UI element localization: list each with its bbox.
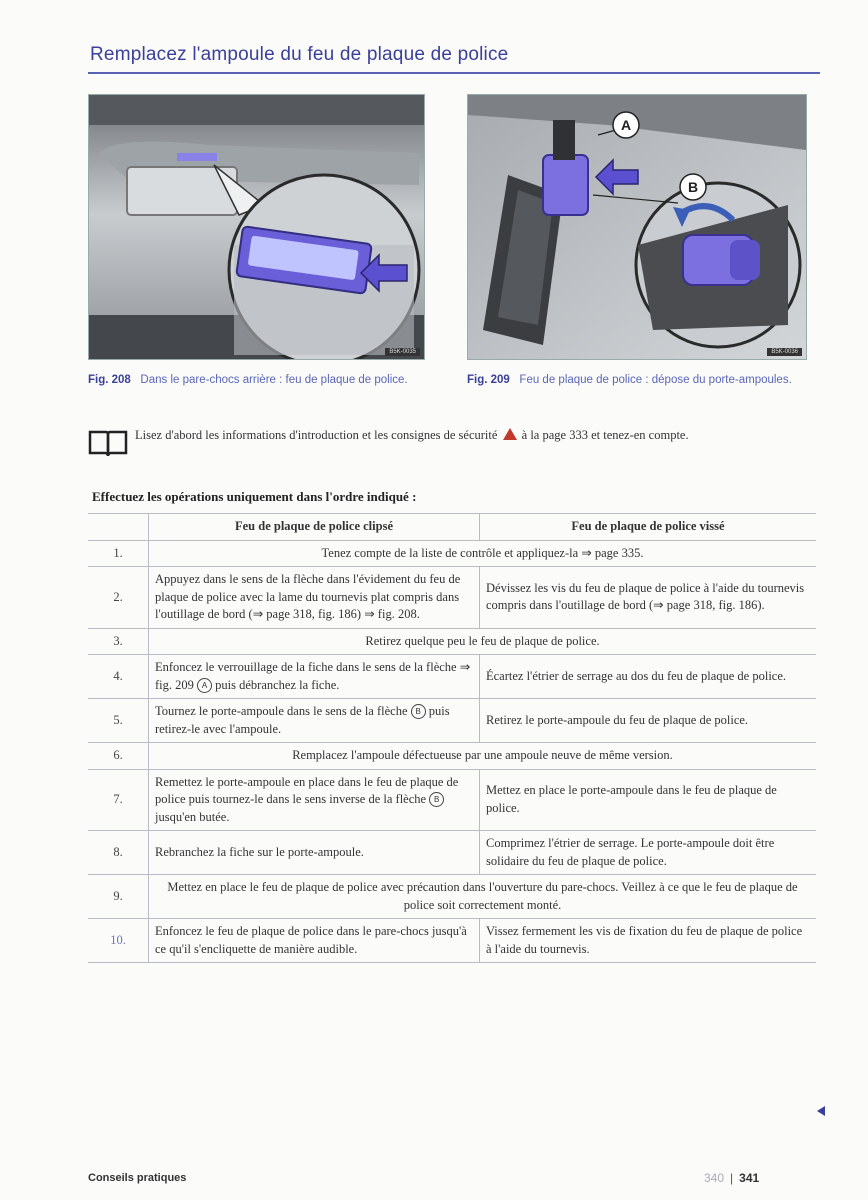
callout-a-marker: A (197, 678, 212, 693)
step-text-part: Tournez le porte-ampoule dans le sens de la flèche (155, 704, 408, 718)
figure-ref-code: B5K-0035 (385, 348, 420, 356)
callout-b-marker: B (411, 704, 426, 719)
page-numbers (704, 1171, 759, 1185)
page-number-previous: 340 (704, 1171, 725, 1185)
step-number: 10. (88, 919, 149, 963)
page-separator: | (730, 1171, 734, 1185)
step-number: 8. (88, 831, 149, 875)
step-text-screwed: Vissez fermement les vis de fixation du feu de plaque de police à l'aide du tournevis. (480, 919, 817, 963)
step-text: Retirez quelque peu le feu de plaque de police. (149, 628, 817, 655)
bumper-illustration (89, 95, 424, 359)
figure-208-image (88, 94, 425, 360)
header-screwed: Feu de plaque de police vissé (480, 514, 817, 541)
footer-section-title: Conseils pratiques (88, 1172, 187, 1184)
step-text-part: puis débranchez la fiche. (215, 677, 340, 692)
table-row (88, 831, 816, 875)
book-icon (88, 428, 128, 458)
figure-caption-text: Feu de plaque de police : dépose du porte-ampoules. (519, 374, 792, 386)
figure-label: Fig. 208 (88, 374, 131, 386)
callout-a-label: A (620, 117, 632, 133)
step-text-screwed: Mettez en place le porte-ampoule dans le feu de plaque de police. (480, 769, 817, 831)
step-text-clipped: Rebranchez la fiche sur le porte-ampoule. (149, 831, 480, 875)
table-row (88, 699, 816, 743)
figure-209-image (467, 94, 807, 360)
figure-label: Fig. 209 (467, 374, 510, 386)
step-text-clipped: Appuyez dans le sens de la flèche dans l'évidement du feu de plaque de police avec la lame du tournevis plat compris dans l'outillage de bord (⇒ page 318, fig. 186) ⇒ fig. 208. (149, 567, 480, 629)
step-number: 7. (88, 769, 149, 831)
step-text-part: jusqu'en butée. (155, 809, 230, 824)
table-header-row (88, 514, 816, 541)
step-text-part: puis retirez-le avec l'ampoule. (155, 704, 450, 736)
step-text-part: Enfoncez le verrouillage de la fiche dans le sens de la flèche ⇒ fig. 209 (155, 660, 471, 692)
page-title: Remplacez l'ampoule du feu de plaque de police (90, 44, 509, 65)
title-divider (88, 72, 820, 74)
step-text: Mettez en place le feu de plaque de police avec précaution dans l'ouverture du pare-chocs. Veillez à ce que le feu de plaque de police soit correctement monté. (149, 875, 817, 919)
step-number: 1. (88, 540, 149, 567)
table-row (88, 628, 816, 655)
figure-209-caption (467, 372, 817, 389)
figure-208-caption (88, 372, 438, 389)
step-text-part: Remettez le porte-ampoule en place dans le feu de plaque de police puis tournez-le dans le sens inverse de la flèche (155, 774, 459, 806)
header-clipped: Feu de plaque de police clipsé (149, 514, 480, 541)
step-number: 4. (88, 655, 149, 699)
instructions-intro: Effectuez les opérations uniquement dans l'ordre indiqué : (92, 489, 417, 504)
step-number: 3. (88, 628, 149, 655)
note-text-after: à la page 333 et tenez-en compte. (521, 428, 689, 442)
step-text-screwed: Retirez le porte-ampoule du feu de plaque de police. (480, 699, 817, 743)
step-text-clipped (149, 769, 480, 831)
table-row (88, 540, 816, 567)
bulb-holder-illustration (468, 95, 806, 359)
note-text-before: Lisez d'abord les informations d'introduction et les consignes de sécurité (135, 428, 498, 442)
callout-b-marker: B (429, 792, 444, 807)
table-row (88, 743, 816, 770)
table-row (88, 875, 816, 919)
procedure-table (88, 513, 816, 963)
step-text-screwed: Écartez l'étrier de serrage au dos du feu de plaque de police. (480, 655, 817, 699)
step-number: 9. (88, 875, 149, 919)
step-text-clipped (149, 655, 480, 699)
step-number: 2. (88, 567, 149, 629)
step-text-clipped: Enfoncez le feu de plaque de police dans le pare-chocs jusqu'à ce qu'il s'encliquette de manière audible. (149, 919, 480, 963)
figure-ref-code: B5K-0036 (767, 348, 802, 356)
table-row (88, 567, 816, 629)
table-row (88, 769, 816, 831)
step-text-clipped (149, 699, 480, 743)
step-number: 6. (88, 743, 149, 770)
figure-caption-text: Dans le pare-chocs arrière : feu de plaque de police. (140, 374, 408, 386)
warning-icon (503, 428, 517, 440)
step-text: Remplacez l'ampoule défectueuse par une ampoule neuve de même version. (149, 743, 817, 770)
table-row (88, 919, 816, 963)
callout-b-label: B (687, 179, 699, 195)
step-text-screwed: Dévissez les vis du feu de plaque de police à l'aide du tournevis compris dans l'outillage de bord (⇒ page 318, fig. 186). (480, 567, 817, 629)
continue-arrow-icon (817, 1106, 825, 1116)
header-num-cell (88, 514, 149, 541)
page-number-current: 341 (739, 1171, 760, 1185)
step-text: Tenez compte de la liste de contrôle et appliquez-la ⇒ page 335. (149, 540, 817, 567)
table-row (88, 655, 816, 699)
step-text-screwed: Comprimez l'étrier de serrage. Le porte-ampoule doit être solidaire du feu de plaque de police. (480, 831, 817, 875)
step-number: 5. (88, 699, 149, 743)
